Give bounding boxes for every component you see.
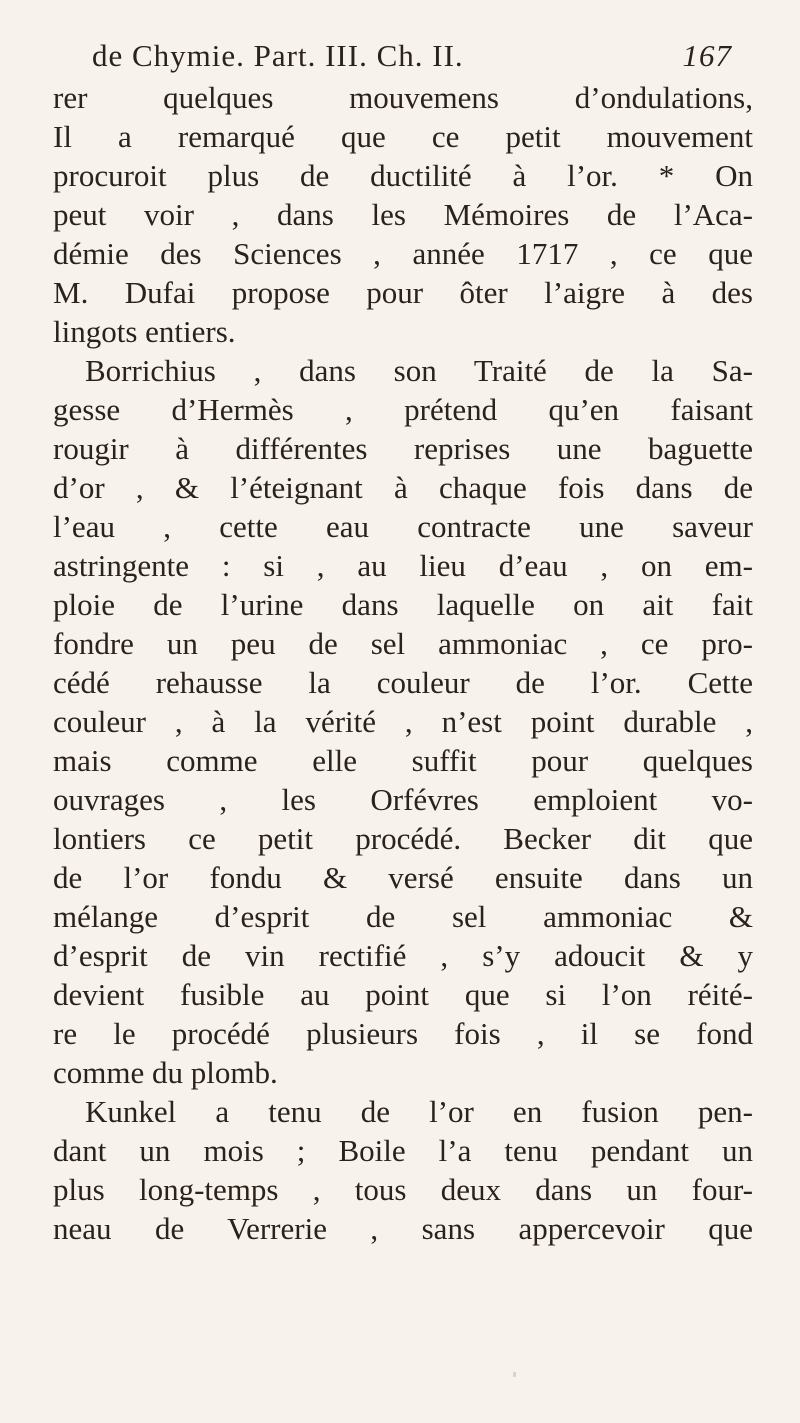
text-line: de l’or fondu & versé ensuite dans un	[53, 860, 753, 895]
text-line: astringente : si , au lieu d’eau , on em-	[53, 548, 753, 583]
text-line: fondre un peu de sel ammoniac , ce pro-	[53, 626, 753, 661]
running-head: de Chymie. Part. III. Ch. II.	[92, 38, 464, 73]
text-line: l’eau , cette eau contracte une saveur	[53, 509, 753, 544]
paper-speck	[513, 1372, 516, 1377]
text-line: rougir à différentes reprises une baguette	[53, 431, 753, 466]
text-line: démie des Sciences , année 1717 , ce que	[53, 236, 753, 271]
text-line: procuroit plus de ductilité à l’or. * On	[53, 158, 753, 193]
text-line: plus long-temps , tous deux dans un four-	[53, 1172, 753, 1207]
text-line: d’or , & l’éteignant à chaque fois dans de	[53, 470, 753, 505]
text-line: mélange d’esprit de sel ammoniac &	[53, 899, 753, 934]
page-header	[92, 38, 732, 78]
text-line: lingots entiers.	[53, 314, 236, 349]
text-line: Il a remarqué que ce petit mouvement	[53, 119, 753, 154]
page-number: 167	[682, 38, 732, 73]
text-line: dant un mois ; Boile l’a tenu pendant un	[53, 1133, 753, 1168]
text-line: comme du plomb.	[53, 1055, 278, 1090]
text-line: lontiers ce petit procédé. Becker dit que	[53, 821, 753, 856]
text-line: peut voir , dans les Mémoires de l’Aca-	[53, 197, 753, 232]
text-line: couleur , à la vérité , n’est point durable ,	[53, 704, 753, 739]
text-line: gesse d’Hermès , prétend qu’en faisant	[53, 392, 753, 427]
text-line: ploie de l’urine dans laquelle on ait fait	[53, 587, 753, 622]
paragraph-start: Kunkel a tenu de l’or en fusion pen-	[85, 1094, 753, 1129]
text-line: cédé rehausse la couleur de l’or. Cette	[53, 665, 753, 700]
text-line: mais comme elle suffit pour quelques	[53, 743, 753, 778]
text-line: ouvrages , les Orfévres emploient vo-	[53, 782, 753, 817]
text-line: rer quelques mouvemens d’ondulations,	[53, 80, 753, 115]
text-line: M. Dufai propose pour ôter l’aigre à des	[53, 275, 753, 310]
text-line: d’esprit de vin rectifié , s’y adoucit & y	[53, 938, 753, 973]
text-line: neau de Verrerie , sans appercevoir que	[53, 1211, 753, 1246]
text-line: devient fusible au point que si l’on réité-	[53, 977, 753, 1012]
paragraph-start: Borrichius , dans son Traité de la Sa-	[85, 353, 753, 388]
text-line: re le procédé plusieurs fois , il se fond	[53, 1016, 753, 1051]
